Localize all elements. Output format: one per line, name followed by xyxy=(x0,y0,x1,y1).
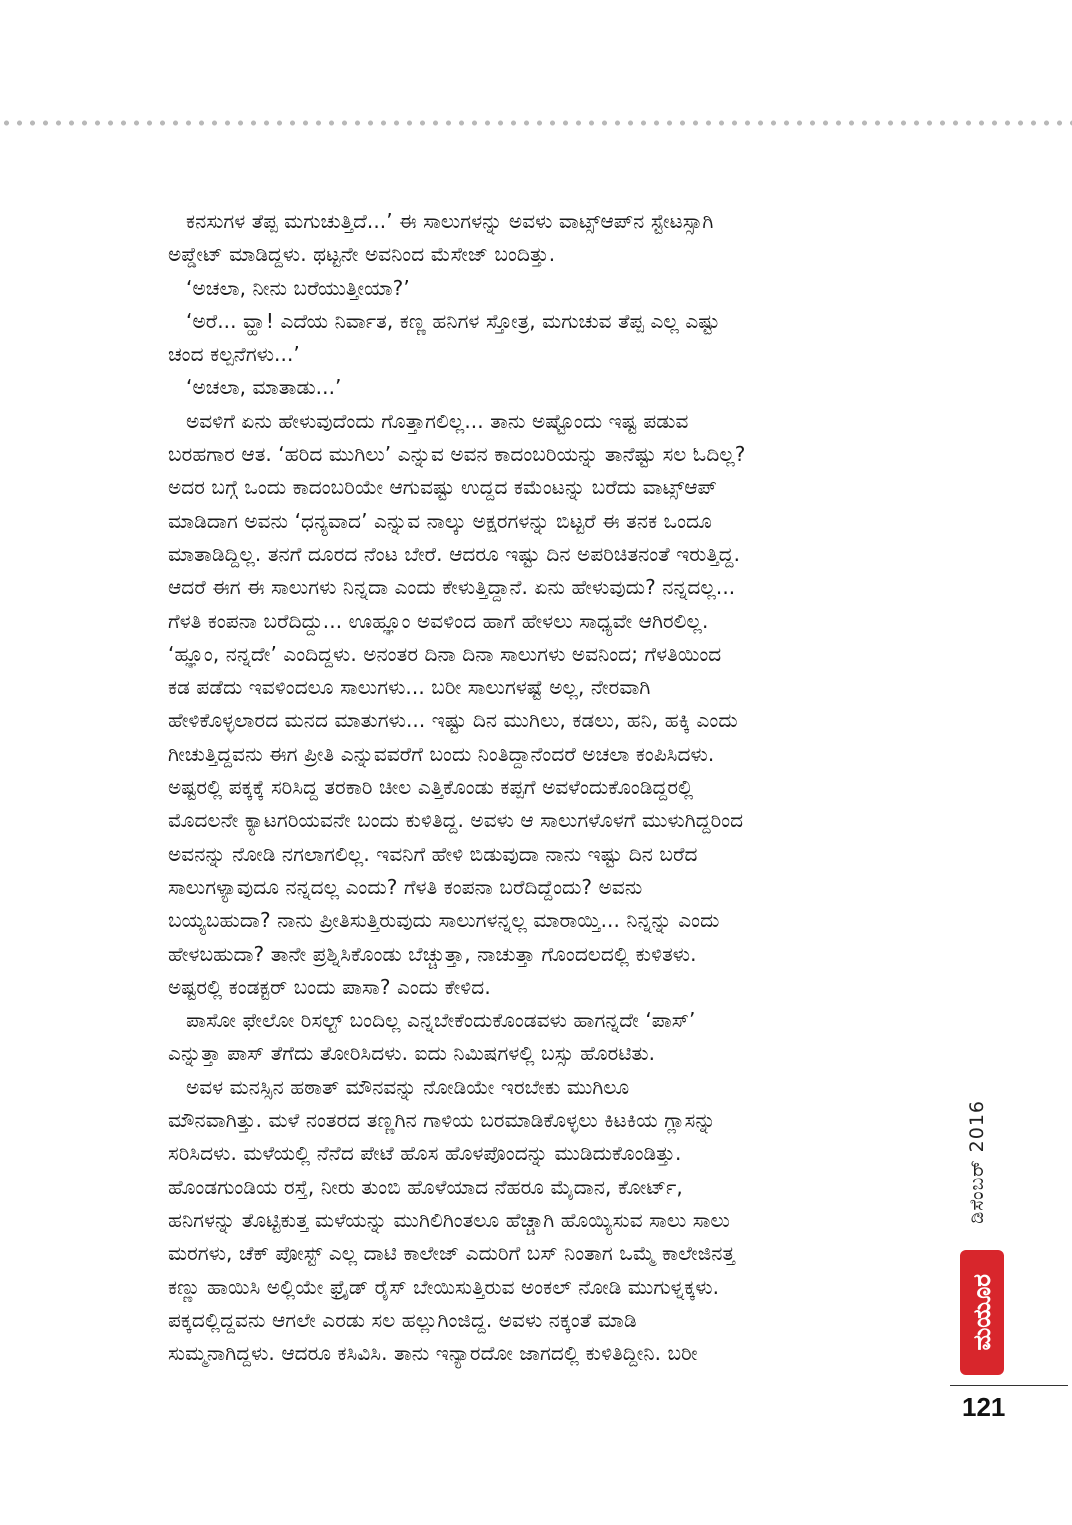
text-line: ಕಣ್ಣು ಹಾಯಿಸಿ ಅಲ್ಲಿಯೇ ಫ್ರೈಡ್ ರೈಸ್ ಬೇಯಿಸುತ್ತಿರುವ ಅಂಕಲ್ ನೋಡಿ ಮುಗುಳ್ನಕ್ಕಳು. xyxy=(168,1274,720,1299)
text-line: ಅವನನ್ನು ನೋಡಿ ನಗಲಾಗಲಿಲ್ಲ. ಇವನಿಗೆ ಹೇಳಿ ಬಿಡುವುದಾ ನಾನು ಇಷ್ಟು ದಿನ ಬರೆದ xyxy=(168,841,698,866)
text-line: ಅವಳ ಮನಸ್ಸಿನ ಹಠಾತ್ ಮೌನವನ್ನು ನೋಡಿಯೇ ಇರಬೇಕು ಮುಗಿಲೂ xyxy=(186,1074,630,1099)
text-line: ಸಾಲುಗಳ್ಯಾವುದೂ ನನ್ನದಲ್ಲ ಎಂದು? ಗೆಳತಿ ಕಂಪನಾ ಬರೆದಿದ್ದೆಂದು? ಅವನು xyxy=(168,874,643,899)
issue-date: ಡಿಸೆಂಬರ್ 2016 xyxy=(966,1100,988,1224)
text-line: ಬರಹಗಾರ ಆತ. ‘ಹರಿದ ಮುಗಿಲು’ ಎನ್ನುವ ಅವನ ಕಾದಂಬರಿಯನ್ನು ತಾನೆಷ್ಟು ಸಲ ಓದಿಲ್ಲ? xyxy=(168,442,746,467)
text-line: ಆದರೆ ಈಗ ಈ ಸಾಲುಗಳು ನಿನ್ನದಾ ಎಂದು ಕೇಳುತ್ತಿದ್ದಾನೆ. ಏನು ಹೇಳುವುದು? ನನ್ನದಲ್ಲ... xyxy=(168,575,736,600)
text-line: ಹೊಂಡಗುಂಡಿಯ ರಸ್ತೆ, ನೀರು ತುಂಬಿ ಹೊಳೆಯಾದ ನೆಹರೂ ಮೈದಾನ, ಕೋರ್ಟ್, xyxy=(168,1174,683,1199)
text-line: ಸರಿಸಿದಳು. ಮಳೆಯಲ್ಲಿ ನೆನೆದ ಪೇಟೆ ಹೊಸ ಹೊಳಪೊಂದನ್ನು ಮುಡಿದುಕೊಂಡಿತ್ತು. xyxy=(168,1141,682,1166)
text-line: ಮೊದಲನೇ ಕ್ಯಾಟಗರಿಯವನೇ ಬಂದು ಕುಳಿತಿದ್ದ. ಅವಳು ಆ ಸಾಲುಗಳೊಳಗೆ ಮುಳುಗಿದ್ದರಿಂದ xyxy=(168,808,744,833)
text-line: ಗೀಚುತ್ತಿದ್ದವನು ಈಗ ಪ್ರೀತಿ ಎನ್ನುವವರೆಗೆ ಬಂದು ನಿಂತಿದ್ದಾನೆಂದರೆ ಅಚಲಾ ಕಂಪಿಸಿದಳು. xyxy=(168,741,715,766)
text-line: ಹನಿಗಳನ್ನು ತೊಟ್ಟಿಕುತ್ತ ಮಳೆಯನ್ನು ಮುಗಿಲಿಗಿಂತಲೂ ಹೆಚ್ಚಾಗಿ ಹೊಯ್ಯಿಸುವ ಸಾಲು ಸಾಲು xyxy=(168,1207,730,1232)
text-line: ‘ಹ್ಞೂಂ, ನನ್ನದೇ’ ಎಂದಿದ್ದಳು. ಅನಂತರ ದಿನಾ ದಿನಾ ಸಾಲುಗಳು ಅವನಿಂದ; ಗೆಳತಿಯಿಂದ xyxy=(168,641,722,666)
text-line: ಹೇಳಬಹುದಾ? ತಾನೇ ಪ್ರಶ್ನಿಸಿಕೊಂಡು ಬೆಚ್ಚುತ್ತಾ, ನಾಚುತ್ತಾ ಗೊಂದಲದಲ್ಲಿ ಕುಳಿತಳು. xyxy=(168,941,697,966)
article-body xyxy=(168,205,928,1370)
text-line: ಕಡ ಪಡೆದು ಇವಳಿಂದಲೂ ಸಾಲುಗಳು... ಬರೀ ಸಾಲುಗಳಷ್ಟೆ ಅಲ್ಲ, ನೇರವಾಗಿ xyxy=(168,675,651,700)
text-line: ಸುಮ್ಮನಾಗಿದ್ದಳು. ಆದರೂ ಕಸಿವಿಸಿ. ತಾನು ಇನ್ಯಾರದೋ ಜಾಗದಲ್ಲಿ ಕುಳಿತಿದ್ದೀನಿ. ಬರೀ xyxy=(168,1341,698,1366)
text-line: ಕನಸುಗಳ ತೆಪ್ಪ ಮಗುಚುತ್ತಿದೆ...’ ಈ ಸಾಲುಗಳನ್ನು ಅವಳು ವಾಟ್ಸ್‌ಆಪ್‌ನ ಸ್ಟೇಟಸ್ಸಾಗಿ xyxy=(186,209,714,233)
magazine-logo xyxy=(960,1250,1004,1375)
text-line: ಬಯ್ಯಬಹುದಾ? ನಾನು ಪ್ರೀತಿಸುತ್ತಿರುವುದು ಸಾಲುಗಳನ್ನಲ್ಲ ಮಾರಾಯ್ತಿ... ನಿನ್ನನ್ನು ಎಂದು xyxy=(168,908,720,933)
text-line: ಹೇಳಿಕೊಳ್ಳಲಾರದ ಮನದ ಮಾತುಗಳು... ಇಷ್ಟು ದಿನ ಮುಗಿಲು, ಕಡಲು, ಹನಿ, ಹಕ್ಕಿ ಎಂದು xyxy=(168,708,738,733)
magazine-name: ಮಯೂರ xyxy=(968,1274,996,1351)
text-line: ‘ಅಚಲಾ, ನೀನು ಬರೆಯುತ್ತೀಯಾ?’ xyxy=(186,275,410,300)
text-line: ಮೌನವಾಗಿತ್ತು. ಮಳೆ ನಂತರದ ತಣ್ಣಗಿನ ಗಾಳಿಯ ಬರಮಾಡಿಕೊಳ್ಳಲು ಕಿಟಕಿಯ ಗ್ಲಾಸನ್ನು xyxy=(168,1108,716,1133)
page-number-rule xyxy=(950,1385,1068,1386)
text-line: ಪಾಸೋ ಫೇಲೋ ರಿಸಲ್ಟ್ ಬಂದಿಲ್ಲ ಎನ್ನಬೇಕೆಂದುಕೊಂಡವಳು ಹಾಗನ್ನದೇ ‘ಪಾಸ್’ xyxy=(186,1008,696,1033)
text-line: ಗೆಳತಿ ಕಂಪನಾ ಬರೆದಿದ್ದು... ಊಹ್ಞೂಂ ಅವಳಿಂದ ಹಾಗೆ ಹೇಳಲು ಸಾಧ್ಯವೇ ಆಗಿರಲಿಲ್ಲ. xyxy=(168,608,709,633)
text-line: ‘ಅಚಲಾ, ಮಾತಾಡು...’ xyxy=(186,375,342,400)
text-line: ಪಕ್ಕದಲ್ಲಿದ್ದವನು ಆಗಲೇ ಎರಡು ಸಲ ಹಲ್ಲುಗಿಂಜಿದ್ದ. ಅವಳು ನಕ್ಕಂತೆ ಮಾಡಿ xyxy=(168,1307,637,1332)
text-line: ‘ಅರೆ... ವ್ಹಾ! ಎದೆಯ ನಿರ್ವಾತ, ಕಣ್ಣ ಹನಿಗಳ ಸ್ತೋತ್ರ, ಮಗುಚುವ ತೆಪ್ಪ ಎಲ್ಲ ಎಷ್ಟು xyxy=(186,308,720,333)
text-line: ಅಪ್ಡೇಟ್ ಮಾಡಿದ್ದಳು. ಥಟ್ಟನೇ ಅವನಿಂದ ಮೆಸೇಜ್ ಬಂದಿತ್ತು. xyxy=(168,242,556,267)
page-number: 121 xyxy=(962,1392,1006,1422)
text-line: ಮಾಡಿದಾಗ ಅವನು ‘ಧನ್ಯವಾದ’ ಎನ್ನುವ ನಾಲ್ಕು ಅಕ್ಷರಗಳನ್ನು ಬಿಟ್ಟರೆ ಈ ತನಕ ಒಂದೂ xyxy=(168,508,712,533)
text-line: ಮಾತಾಡಿದ್ದಿಲ್ಲ. ತನಗೆ ದೂರದ ನೆಂಟ ಬೇರೆ. ಆದರೂ ಇಷ್ಟು ದಿನ ಅಪರಿಚಿತನಂತೆ ಇರುತ್ತಿದ್ದ. xyxy=(168,541,741,566)
dotted-divider xyxy=(0,118,1072,128)
text-line: ಅಷ್ಟರಲ್ಲಿ ಕಂಡಕ್ಟರ್ ಬಂದು ಪಾಸಾ? ಎಂದು ಕೇಳಿದ. xyxy=(168,974,491,999)
text-line: ಮರಗಳು, ಚೆಕ್ ಪೋಸ್ಟ್ ಎಲ್ಲ ದಾಟಿ ಕಾಲೇಜ್ ಎದುರಿಗೆ ಬಸ್ ನಿಂತಾಗ ಒಮ್ಮೆ ಕಾಲೇಜಿನತ್ತ xyxy=(168,1241,735,1266)
text-line: ಅಷ್ಟರಲ್ಲಿ ಪಕ್ಕಕ್ಕೆ ಸರಿಸಿದ್ದ ತರಕಾರಿ ಚೀಲ ಎತ್ತಿಕೊಂಡು ಕಪ್ಪಗೆ ಅವಳೆಂದುಕೊಂಡಿದ್ದರಲ್ಲಿ xyxy=(168,775,694,800)
text-line: ಅದರ ಬಗ್ಗೆ ಒಂದು ಕಾದಂಬರಿಯೇ ಆಗುವಷ್ಟು ಉದ್ದದ ಕಮೆಂಟನ್ನು ಬರೆದು ವಾಟ್ಸ್‌ಆಪ್ xyxy=(168,475,717,500)
text-line: ಚಂದ ಕಲ್ಪನೆಗಳು...’ xyxy=(168,342,300,367)
text-line: ಅವಳಿಗೆ ಏನು ಹೇಳುವುದೆಂದು ಗೊತ್ತಾಗಲಿಲ್ಲ... ತಾನು ಅಷ್ಟೊಂದು ಇಷ್ಟ ಪಡುವ xyxy=(186,408,689,433)
text-line: ಎನ್ನುತ್ತಾ ಪಾಸ್ ತೆಗೆದು ತೋರಿಸಿದಳು. ಐದು ನಿಮಿಷಗಳಲ್ಲಿ ಬಸ್ಸು ಹೊರಟಿತು. xyxy=(168,1041,656,1066)
